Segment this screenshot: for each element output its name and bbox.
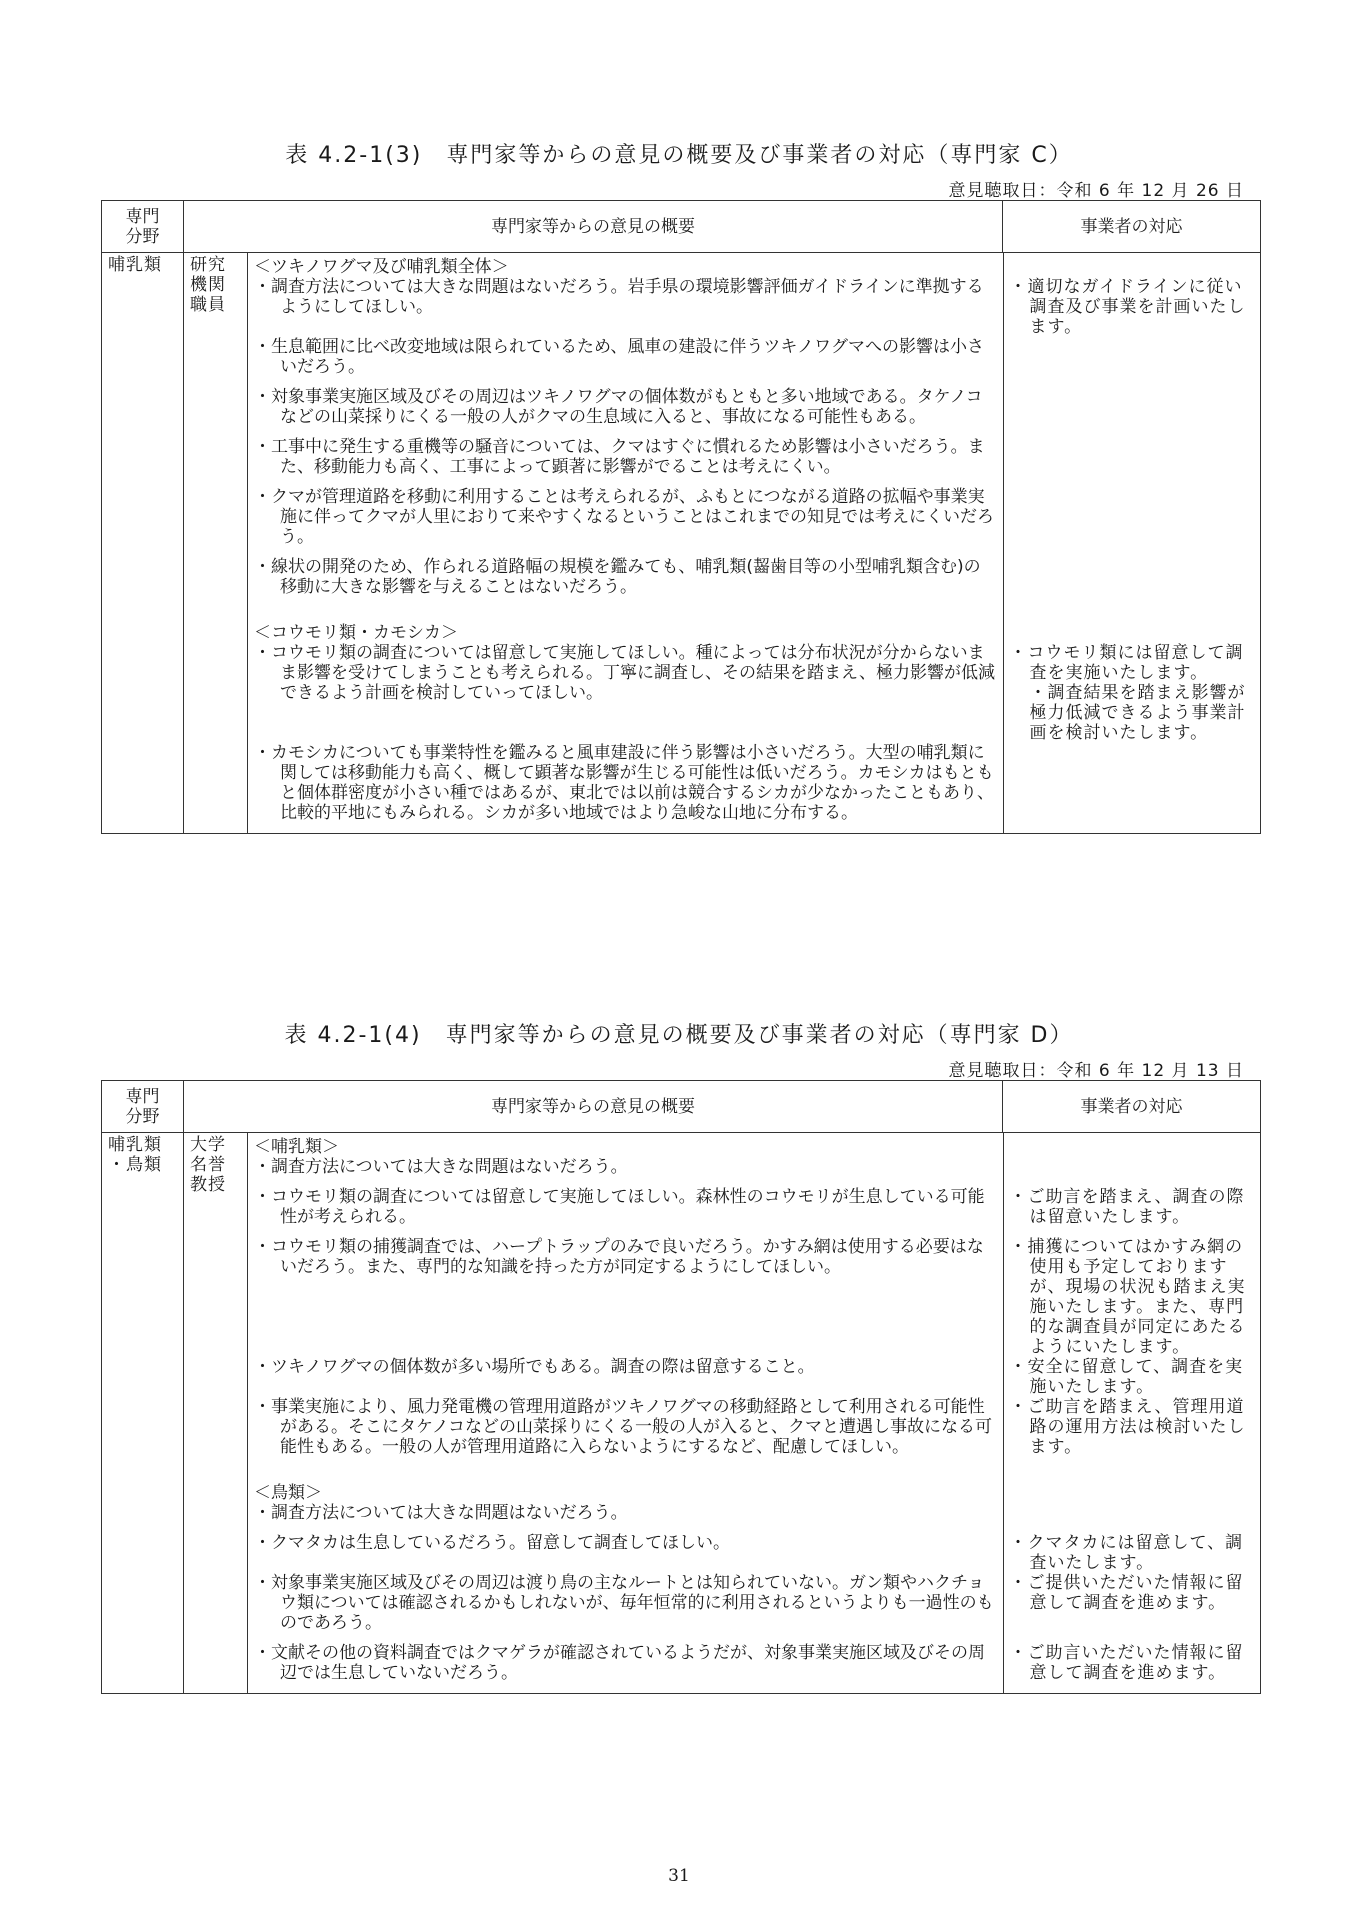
response-cell xyxy=(1003,277,1261,337)
response-text: ・安全に留意して、調査を実施いたします。 xyxy=(1009,1357,1244,1397)
response-spacer xyxy=(1003,1467,1261,1503)
response-text: ・クマタカには留意して、調査いたします。 xyxy=(1009,1533,1244,1573)
opinion-text: ・カモシカについても事業特性を鑑みると風車建設に伴う影響は小さいだろう。大型の哺乳類に関しては移動能力も高く、概して顕著な影響が生じる可能性は低いだろう。カモシカはもともと個体群密度が小さい種ではあるが、東北では以前は競合するシカが少なかったこともあり、比較的平地にもみられる。シカが多い地域ではより急峻な山地に分布する。 xyxy=(254,743,994,823)
opinion-text: ・生息範囲に比べ改変地域は限られているため、風車の建設に伴うツキノワグマへの影響は小さいだろう。 xyxy=(254,337,984,377)
opinion-cell xyxy=(248,643,1003,743)
opinion-cell xyxy=(248,1533,1003,1573)
role-cell: 大学 名誉 教授 xyxy=(184,1133,248,1694)
opinion-cell xyxy=(248,277,1003,337)
opinion-text: ・事業実施により、風力発電機の管理用道路がツキノワグマの移動経路として利用される可能性がある。そこにタケノコなどの山菜採りにくる一般の人が入ると、クマと遭遇し事故になる可能性もある。一般の人が管理用道路に入らないようにするなど、配慮してほしい。 xyxy=(254,1397,992,1457)
opinion-cell xyxy=(248,557,1003,607)
header-field: 専門 分野 xyxy=(102,201,184,253)
response-cell xyxy=(1003,387,1261,437)
opinion-row xyxy=(248,1503,1261,1533)
opinion-row xyxy=(248,1643,1261,1693)
opinion-rows xyxy=(248,1133,1261,1693)
response-cell xyxy=(1003,1533,1261,1573)
header-opinion: 専門家等からの意見の概要 xyxy=(184,201,1003,253)
opinion-text: ・文献その他の資料調査ではクマゲラが確認されているようだが、対象事業実施区域及びその周辺では生息していないだろう。 xyxy=(254,1643,985,1683)
opinion-text: ・コウモリ類の調査については留意して実施してほしい。種によっては分布状況が分からないまま影響を受けてしまうことも考えられる。丁寧に調査し、その結果を踏まえ、極力影響が低減できるよう計画を検討していってほしい。 xyxy=(254,643,996,703)
opinion-text: ・ツキノワグマの個体数が多い場所でもある。調査の際は留意すること。 xyxy=(254,1357,815,1377)
segment-heading: ＜哺乳類＞ xyxy=(254,1137,339,1157)
opinion-text: ・対象事業実施区域及びその周辺はツキノワグマの個体数がもともと多い地域である。タケノコなどの山菜採りにくる一般の人がクマの生息域に入ると、事故になる可能性もある。 xyxy=(254,387,983,427)
opinion-cell xyxy=(248,1573,1003,1643)
response-cell xyxy=(1003,487,1261,557)
segment-heading: ＜鳥類＞ xyxy=(254,1483,322,1503)
opinion-row xyxy=(248,277,1261,337)
opinion-row xyxy=(248,743,1261,833)
opinion-cell xyxy=(248,1187,1003,1237)
opinion-row xyxy=(248,557,1261,607)
response-cell xyxy=(1003,743,1261,833)
opinion-cell xyxy=(248,437,1003,487)
table-caption-d: 表 4.2-1(4) 専門家等からの意見の概要及び事業者の対応（専門家 D） xyxy=(284,1023,1074,1048)
opinion-cell xyxy=(248,743,1003,833)
opinion-rows xyxy=(248,253,1261,833)
response-cell xyxy=(1003,437,1261,487)
opinion-text: ・調査方法については大きな問題はないだろう。 xyxy=(254,1157,628,1177)
opinion-row xyxy=(248,1237,1261,1357)
response-cell xyxy=(1003,557,1261,607)
field-cell: 哺乳類 ・鳥類 xyxy=(102,1133,184,1694)
response-cell xyxy=(1003,337,1261,387)
response-cell xyxy=(1003,1503,1261,1533)
response-text: ・ご助言を踏まえ、管理用道路の運用方法は検討いたします。 xyxy=(1009,1397,1246,1457)
header-response: 事業者の対応 xyxy=(1003,201,1261,253)
field-cell: 哺乳類 xyxy=(102,253,184,834)
opinion-cell xyxy=(248,1357,1003,1397)
opinion-row xyxy=(248,437,1261,487)
response-text: ・ご助言を踏まえ、調査の際は留意いたします。 xyxy=(1009,1187,1245,1227)
header-response: 事業者の対応 xyxy=(1003,1081,1261,1133)
opinion-body xyxy=(248,1133,1261,1694)
opinion-cell xyxy=(248,1503,1003,1533)
table-caption-c: 表 4.2-1(3) 専門家等からの意見の概要及び事業者の対応（専門家 C） xyxy=(285,143,1073,168)
segment-heading: ＜ツキノワグマ及び哺乳類全体＞ xyxy=(254,257,509,277)
hearing-date-d: 意見聴取日：令和 6 年 12 月 13 日 xyxy=(948,1061,1244,1081)
response-text: ・ご提供いただいた情報に留意して調査を進めます。 xyxy=(1009,1573,1244,1613)
opinion-text: ・調査方法については大きな問題はないだろう。岩手県の環境影響評価ガイドラインに準拠するようにしてほしい。 xyxy=(254,277,984,317)
response-cell xyxy=(1003,1643,1261,1693)
opinion-cell xyxy=(248,387,1003,437)
opinion-row xyxy=(248,1357,1261,1397)
opinion-cell xyxy=(248,1397,1003,1467)
page-number: 31 xyxy=(668,1866,690,1886)
opinion-text: ・コウモリ類の捕獲調査では、ハープトラップのみで良いだろう。かすみ網は使用する必要はないだろう。また、専門的な知識を持った方が同定するようにしてほしい。 xyxy=(254,1237,984,1277)
opinion-text: ・調査方法については大きな問題はないだろう。 xyxy=(254,1503,628,1523)
response-spacer xyxy=(1003,253,1261,277)
opinion-table-c xyxy=(101,200,1261,834)
response-cell xyxy=(1003,643,1261,743)
opinion-row xyxy=(248,337,1261,387)
opinion-text: ・クマタカは生息しているだろう。留意して調査してほしい。 xyxy=(254,1533,730,1553)
opinion-text: ・工事中に発生する重機等の騒音については、クマはすぐに慣れるため影響は小さいだろう。また、移動能力も高く、工事によって顕著に影響がでることは考えにくい。 xyxy=(254,437,985,477)
segment-heading-row xyxy=(248,253,1261,277)
response-cell xyxy=(1003,1187,1261,1237)
opinion-row xyxy=(248,387,1261,437)
opinion-row xyxy=(248,487,1261,557)
opinion-cell xyxy=(248,487,1003,557)
opinion-cell xyxy=(248,1237,1003,1357)
response-cell xyxy=(1003,1237,1261,1357)
opinion-body xyxy=(248,253,1261,834)
response-text: ・ご助言いただいた情報に留意して調査を進めます。 xyxy=(1009,1643,1244,1683)
segment-heading-row xyxy=(248,1467,1261,1503)
header-opinion: 専門家等からの意見の概要 xyxy=(184,1081,1003,1133)
opinion-row xyxy=(248,1157,1261,1187)
opinion-cell xyxy=(248,1157,1003,1187)
opinion-row xyxy=(248,643,1261,743)
response-spacer xyxy=(1003,607,1261,643)
opinion-text: ・対象事業実施区域及びその周辺は渡り鳥の主なルートとは知られていない。ガン類やハクチョウ類については確認されるかもしれないが、毎年恒常的に利用されるというよりも一過性のものであろう。 xyxy=(254,1573,994,1633)
response-text: ・コウモリ類には留意して調査を実施いたします。 ・調査結果を踏まえ影響が極力低減できるよう事業計画を検討いたします。 xyxy=(1009,643,1246,743)
hearing-date-c: 意見聴取日：令和 6 年 12 月 26 日 xyxy=(948,181,1244,201)
header-field: 専門 分野 xyxy=(102,1081,184,1133)
opinion-cell xyxy=(248,1643,1003,1693)
segment-heading-row xyxy=(248,607,1261,643)
opinion-row xyxy=(248,1187,1261,1237)
opinion-text: ・線状の開発のため、作られる道路幅の規模を鑑みても、哺乳類(齧歯目等の小型哺乳類含む)の移動に大きな影響を与えることはないだろう。 xyxy=(254,557,981,597)
response-cell xyxy=(1003,1573,1261,1643)
role-cell: 研究 機関 職員 xyxy=(184,253,248,834)
opinion-text: ・コウモリ類の調査については留意して実施してほしい。森林性のコウモリが生息している可能性が考えられる。 xyxy=(254,1187,985,1227)
opinion-cell xyxy=(248,337,1003,387)
response-cell xyxy=(1003,1357,1261,1397)
response-cell xyxy=(1003,1157,1261,1187)
response-text: ・捕獲についてはかすみ網の使用も予定しておりますが、現場の状況も踏まえ実施いたします。また、専門的な調査員が同定にあたるようにいたします。 xyxy=(1009,1237,1246,1357)
opinion-text: ・クマが管理道路を移動に利用することは考えられるが、ふもとにつながる道路の拡幅や事業実施に伴ってクマが人里におりて来やすくなるということはこれまでの知見では考えにくいだろう。 xyxy=(254,487,994,547)
opinion-row xyxy=(248,1533,1261,1573)
opinion-table-d xyxy=(101,1080,1261,1694)
opinion-row xyxy=(248,1397,1261,1467)
segment-heading: ＜コウモリ類・カモシカ＞ xyxy=(254,623,458,643)
segment-heading-row xyxy=(248,1133,1261,1157)
response-cell xyxy=(1003,1397,1261,1467)
opinion-row xyxy=(248,1573,1261,1643)
response-text: ・適切なガイドラインに従い調査及び事業を計画いたします。 xyxy=(1009,277,1246,337)
response-spacer xyxy=(1003,1133,1261,1157)
